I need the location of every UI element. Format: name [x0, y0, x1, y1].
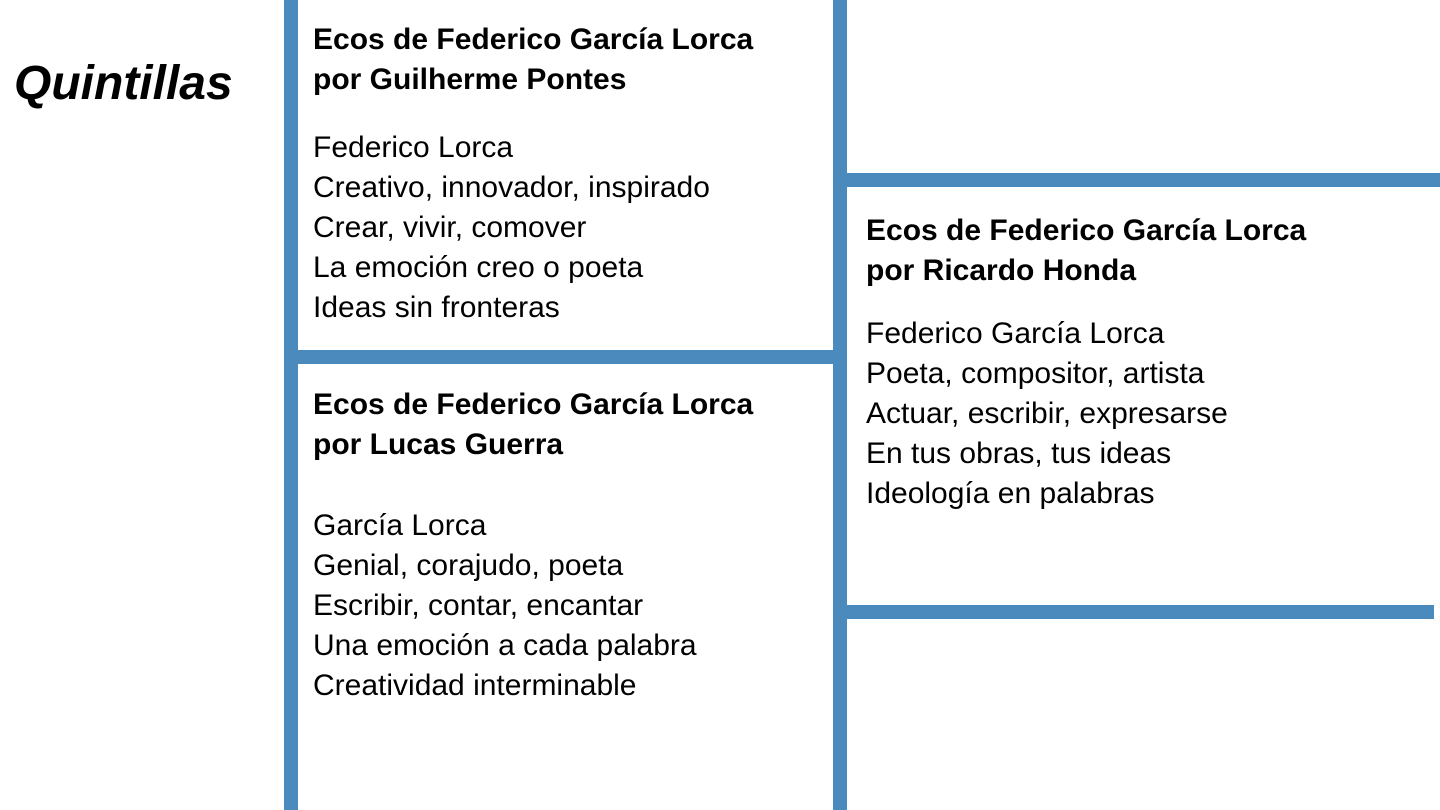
poem-title-line: Ecos de Federico García Lorca [866, 214, 1307, 247]
poem-lucas-guerra [313, 385, 753, 706]
poem-author-line: por Guilherme Pontes [313, 63, 627, 96]
poem-line: Creativo, innovador, inspirado [313, 171, 710, 204]
poem-line: Ideología en palabras [866, 477, 1155, 510]
horizontal-divider-right-top [838, 173, 1440, 187]
poem-line: La emoción creo o poeta [313, 251, 644, 284]
poem-line: Federico Lorca [313, 131, 514, 164]
poem-line: Escribir, contar, encantar [313, 589, 644, 622]
poem-author-line: por Lucas Guerra [313, 428, 564, 461]
poem-title [313, 385, 753, 465]
poem-line: Una emoción a cada palabra [313, 629, 697, 662]
poem-line: García Lorca [313, 509, 487, 542]
poem-line: Genial, corajudo, poeta [313, 549, 624, 582]
poem-line: Crear, vivir, comover [313, 211, 587, 244]
poem-ricardo-honda [866, 211, 1306, 514]
poem-title [313, 20, 753, 100]
slide-title: Quintillas [14, 57, 233, 110]
poem-guilherme-pontes [313, 20, 753, 328]
poem-line: Actuar, escribir, expresarse [866, 397, 1228, 430]
poem-lines [313, 506, 753, 706]
poem-line: Poeta, compositor, artista [866, 357, 1205, 390]
vertical-divider-right [833, 0, 847, 810]
poem-author-line: por Ricardo Honda [866, 254, 1137, 287]
poem-lines [866, 314, 1306, 514]
poem-line: Ideas sin fronteras [313, 291, 560, 324]
poem-line: Federico García Lorca [866, 317, 1165, 350]
poem-title-line: Ecos de Federico García Lorca [313, 388, 754, 421]
horizontal-divider-right-bottom [838, 605, 1434, 619]
poem-title [866, 211, 1306, 291]
poem-title-line: Ecos de Federico García Lorca [313, 23, 754, 56]
poem-line: Creatividad interminable [313, 669, 637, 702]
vertical-divider-left [284, 0, 298, 810]
poem-lines [313, 128, 753, 328]
horizontal-divider-middle-column [289, 350, 833, 364]
poem-line: En tus obras, tus ideas [866, 437, 1172, 470]
